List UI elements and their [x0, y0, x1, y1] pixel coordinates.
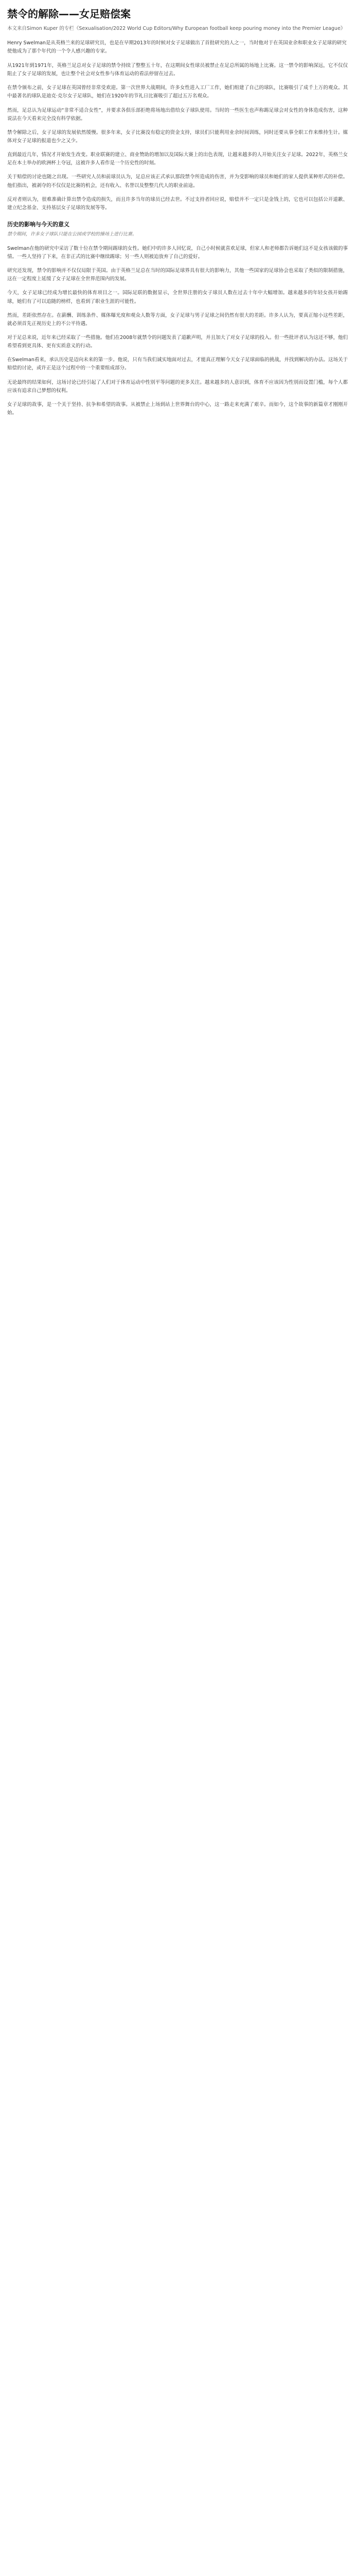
- body-paragraph: 在禁令颁布之前，女子足球在英国曾经非常受欢迎。第一次世界大战期间，许多女性进入工厂工作，她们组建了自己的球队，比赛吸引了成千上万的观众。其中最著名的球队是迪克·克尔女子足球队，她们在1920年的节礼日比赛吸引了超过五万名观众。: [7, 85, 348, 99]
- body-paragraph: 研究还发现，禁令的影响并不仅仅局限于英国。由于英格兰足总在当时的国际足球界具有很大的影响力，其他一些国家的足球协会也采取了类似的限制措施，这在一定程度上延缓了女子足球在全世界范围内的发展。: [7, 268, 348, 282]
- body-paragraph: Swelman在他的研究中采访了数十位在禁令期间踢球的女性。她们中的许多人回忆说，自己小时候就喜欢足球，但家人和老师都告诉她们这不是女孩该做的事情。一些人坚持了下来，在非正式的比赛中继续踢球；另一些人则被迫放弃了自己的爱好。: [7, 245, 348, 260]
- body-paragraph: 关于赔偿的讨论也随之出现。一些研究人员和前球员认为，足总应该正式承认那段禁令所造成的伤害，并为受影响的球员和她们的家人提供某种形式的补偿。他们指出，被剥夺的不仅仅是比赛的机会，还有收入、名誉以及整整几代人的职业前途。: [7, 174, 348, 189]
- article-lede: Henry Swelman是从英格兰来的足球研究员，也是在早期2013年的时候对女子足球做出了首批研究的人之一，当时他对于在英国业余和职业女子足球的研究使他成为了那个年代的一个令人感兴趣的专家。: [7, 40, 347, 54]
- body-paragraph: 然而，足总认为足球运动“非常不适合女性”，并要求各俱乐部拒绝将场地出借给女子球队使用。当时的一些医生也声称踢足球会对女性的身体造成伤害，这种说法在今天看来完全没有科学依据。: [7, 107, 348, 122]
- body-paragraph: 然而，差距依然存在。在薪酬、训练条件、媒体曝光度和观众人数等方面，女子足球与男子足球之间仍然有很大的差距。许多人认为，要真正缩小这些差距，就必须首先正视历史上的不公平待遇。: [7, 312, 348, 327]
- article-subhead: 历史的影响与今天的意义: [7, 221, 69, 228]
- body-paragraph: 无论最终的结果如何，这场讨论已经引起了人们对于体育运动中性别平等问题的更多关注。越来越多的人意识到，体育不应该因为性别而设置门槛，每个人都应该有追求自己梦想的权利。: [7, 379, 348, 394]
- article-byline: 本文来自Simon Kuper 的专栏《Sexualisation/2022 World Cup Editors/Why European football keep pouring money into the Premier League》: [7, 26, 346, 31]
- article-body: [7, 62, 348, 417]
- body-paragraph: 反对者则认为，很难准确计算出禁令造成的损失，而且许多当年的球员已经去世。不过支持者回应说，赔偿并不一定只是金钱上的，它也可以包括公开道歉、建立纪念基金、支持基层女子足球的发展等等。: [7, 196, 348, 211]
- body-paragraph: 女子足球的故事，是一个关于坚持、抗争和希望的故事。从被禁止上场到站上世界舞台的中心，这一路走来充满了艰辛。而如今，这个故事的新篇章才刚刚开始。: [7, 401, 348, 416]
- body-paragraph: 禁令解除之后，女子足球的发展依然缓慢。很多年来，女子比赛没有稳定的资金支持，球员们只能利用业余时间训练，同时还要从事全职工作来维持生计。媒体对女子足球的报道也少之又少。: [7, 129, 348, 144]
- body-paragraph: 直到最近几年，情况才开始发生改变。职业联赛的建立、商业赞助的增加以及国际大赛上的出色表现，让越来越多的人开始关注女子足球。2022年，英格兰女足在本土举办的欧洲杯上夺冠，这被许多人看作是一个历史性的时刻。: [7, 152, 348, 166]
- body-paragraph: 今天，女子足球已经成为增长最快的体育项目之一。国际足联的数据显示，全世界注册的女子球员人数在过去十年中大幅增加。越来越多的年轻女孩开始踢球，她们有了可以追随的榜样，也看到了职业生涯的可能性。: [7, 290, 348, 304]
- article-page: [0, 0, 355, 435]
- article-headline: 禁令的解除——女足赔偿案: [7, 8, 131, 20]
- article-caption: 禁令期间，许多女子球队只能在公园或学校的操场上进行比赛。: [7, 232, 137, 238]
- body-paragraph: 对于足总来说，近年来已经采取了一些措施。他们在2008年就禁令的问题发表了道歉声明，并且加大了对女子足球的投入。但一些批评者认为这还不够，他们希望看到更具体、更有实质意义的行动。: [7, 334, 348, 349]
- body-paragraph: 在Swelman看来，承认历史是迈向未来的第一步。他说，只有当我们诚实地面对过去，才能真正理解今天女子足球面临的挑战，并找到解决的办法。这场关于赔偿的讨论，或许正是这个过程中的一个重要组成部分。: [7, 357, 348, 371]
- body-paragraph: 从1921年到1971年，英格兰足总对女子足球的禁令持续了整整五十年，在这期间女性球员被禁止在足总所属的场地上比赛。这一禁令的影响深远，它不仅仅阻止了女子足球的发展，也让整个社会对女性参与体育运动的看法停留在过去。: [7, 63, 348, 77]
